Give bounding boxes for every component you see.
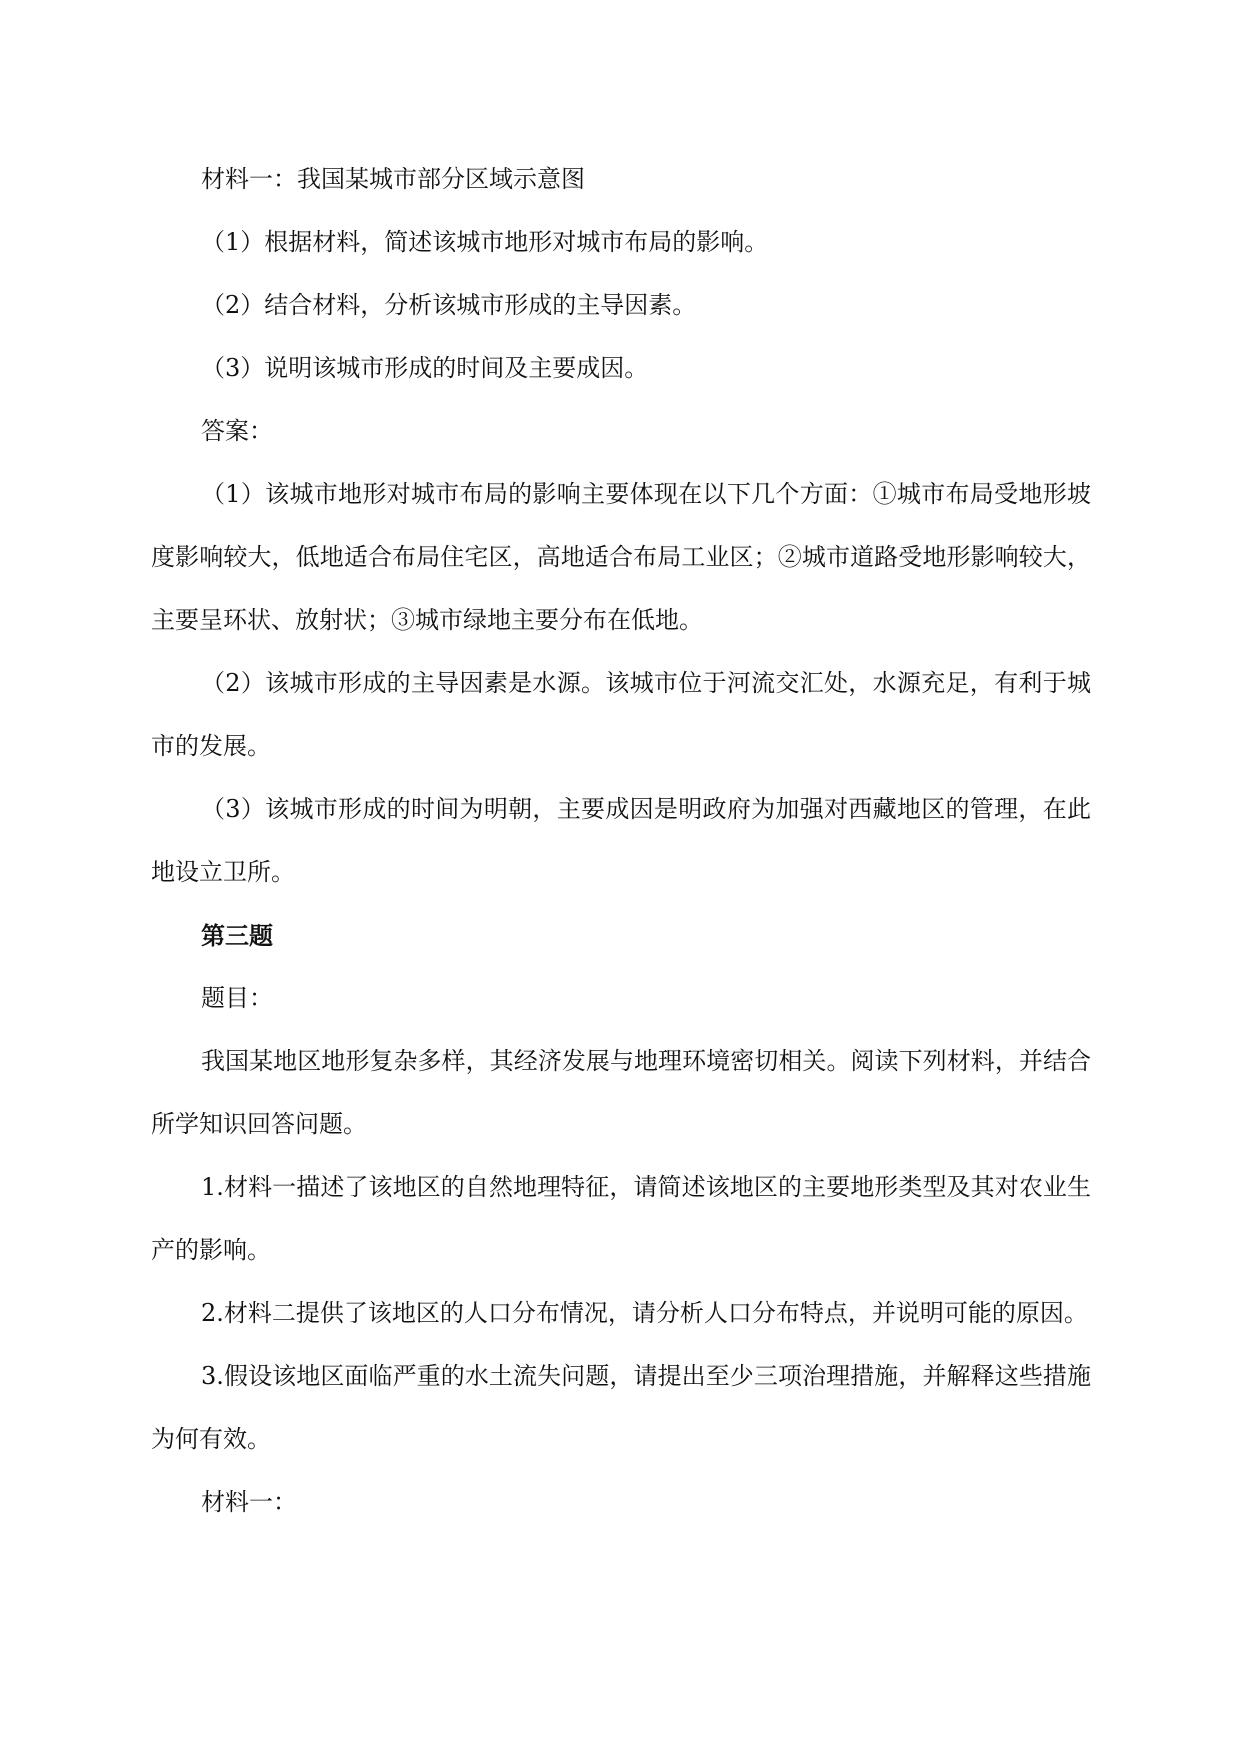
question-item-2: 2.材料二提供了该地区的人口分布情况，请分析人口分布特点，并说明可能的原因。 bbox=[201, 1299, 1088, 1327]
question-1: （1）根据材料，简述该城市地形对城市布局的影响。 bbox=[201, 228, 769, 256]
question-item-3: 3.假设该地区面临严重的水土流失问题，请提出至少三项治理措施，并解释这些措施为何有效。 bbox=[151, 1362, 1091, 1453]
answer-1: （1）该城市地形对城市布局的影响主要体现在以下几个方面：①城市布局受地形坡度影响较大，低地适合布局住宅区，高地适合布局工业区；②城市道路受地形影响较大，主要呈环状、放射状；③城市绿地主要分布在低地。 bbox=[151, 480, 1091, 634]
answer-3: （3）该城市形成的时间为明朝，主要成因是明政府为加强对西藏地区的管理，在此地设立卫所。 bbox=[151, 795, 1091, 886]
material-one-label: 材料一： bbox=[201, 1488, 297, 1516]
topic-label: 题目： bbox=[201, 984, 273, 1012]
intro-paragraph: 我国某地区地形复杂多样，其经济发展与地理环境密切相关。阅读下列材料，并结合所学知识回答问题。 bbox=[151, 1047, 1091, 1138]
question-item-1: 1.材料一描述了该地区的自然地理特征，请简述该地区的主要地形类型及其对农业生产的影响。 bbox=[151, 1173, 1091, 1264]
document-page bbox=[151, 148, 1091, 1534]
answer-label: 答案： bbox=[201, 417, 273, 445]
question-2: （2）结合材料，分析该城市形成的主导因素。 bbox=[201, 291, 697, 319]
answer-2: （2）该城市形成的主导因素是水源。该城市位于河流交汇处，水源充足，有利于城市的发展。 bbox=[151, 669, 1091, 760]
section-heading: 第三题 bbox=[201, 921, 273, 950]
material-one-title: 材料一：我国某城市部分区域示意图 bbox=[201, 165, 585, 193]
question-3: （3）说明该城市形成的时间及主要成因。 bbox=[201, 354, 649, 382]
